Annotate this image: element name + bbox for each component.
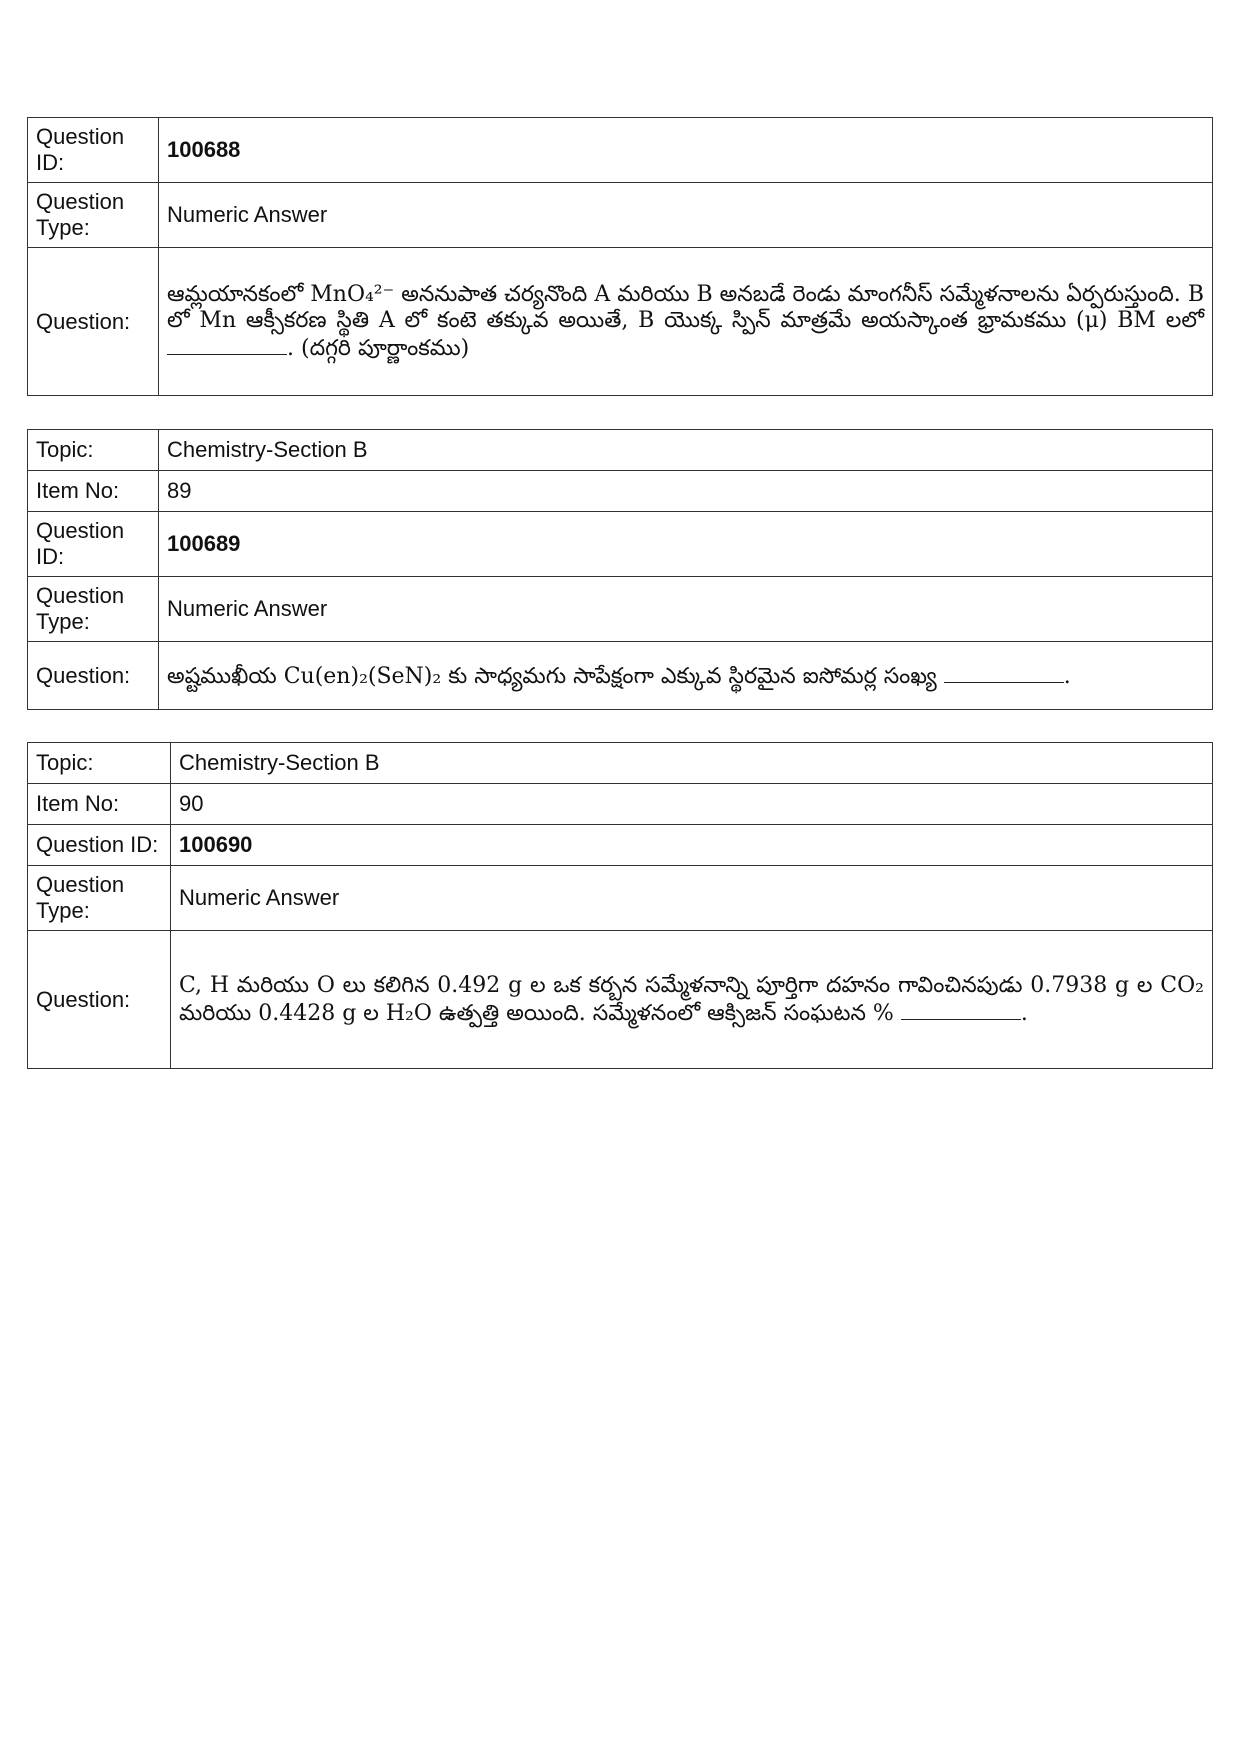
question-text: [171, 931, 1213, 1069]
question-id-value: 100688: [159, 118, 1213, 183]
question-block-100689: [27, 429, 1213, 710]
answer-blank: [944, 662, 1064, 683]
item-no-value: 89: [159, 471, 1213, 512]
question-text-tail: .: [1063, 663, 1071, 689]
question-row: [28, 642, 1213, 710]
topic-label: Topic:: [28, 743, 171, 784]
question-type-value: Numeric Answer: [171, 866, 1213, 931]
question-label: Question:: [28, 642, 159, 710]
question-type-row: [28, 183, 1213, 248]
item-no-value: 90: [171, 784, 1213, 825]
question-type-label: Question Type:: [28, 866, 171, 931]
question-type-row: [28, 866, 1213, 931]
question-id-row: [28, 512, 1213, 577]
question-text: [159, 642, 1213, 710]
question-text: [159, 248, 1213, 396]
question-id-label: Question ID:: [28, 512, 159, 577]
question-text-tail: .: [1020, 1000, 1028, 1026]
question-row: [28, 248, 1213, 396]
question-type-value: Numeric Answer: [159, 577, 1213, 642]
question-text-main: అష్టముఖీయ Cu(en)₂(SeN)₂ కు సాధ్యమగు సాపేక్షంగా ఎక్కువ స్థిరమైన ఐసోమర్ల సంఖ్య: [167, 663, 937, 689]
question-text-main: C, H మరియు O లు కలిగిన 0.492 g ల ఒక కర్బన సమ్మేళనాన్ని పూర్తిగా దహనం గావించినపుడు 0.7938 g ల CO₂ మరియు 0.4428 g ల H₂O ఉత్పత్తి అయింది. సమ్మేళనంలో ఆక్సిజన్ సంఘటన %: [179, 972, 1204, 1026]
question-type-label: Question Type:: [28, 577, 159, 642]
question-block-100690: [27, 742, 1213, 1069]
topic-value: Chemistry-Section B: [171, 743, 1213, 784]
question-type-row: [28, 577, 1213, 642]
item-no-row: [28, 471, 1213, 512]
question-id-value: 100689: [159, 512, 1213, 577]
question-id-label: Question ID:: [28, 118, 159, 183]
question-text-tail: . (దగ్గరి పూర్ణాంకము): [287, 335, 470, 361]
question-text-main: ఆమ్లయానకంలో MnO₄²⁻ అననుపాత చర్యనొంది A మరియు B అనబడే రెండు మాంగనీస్ సమ్మేళనాలను ఏర్పరుస్తుంది. B లో Mn ఆక్సీకరణ స్థితి A లో కంటె తక్కువ అయితే, B యొక్క స్పిన్ మాత్రమే అయస్కాంత భ్రామకము (μ) BM లలో: [167, 281, 1204, 333]
question-block-100688: [27, 117, 1213, 396]
question-type-label: Question Type:: [28, 183, 159, 248]
question-id-value: 100690: [171, 825, 1213, 866]
topic-row: [28, 743, 1213, 784]
answer-blank: [901, 999, 1021, 1020]
item-no-label: Item No:: [28, 784, 171, 825]
answer-blank: [167, 334, 287, 355]
topic-row: [28, 430, 1213, 471]
question-id-label: Question ID:: [28, 825, 171, 866]
topic-label: Topic:: [28, 430, 159, 471]
question-label: Question:: [28, 931, 171, 1069]
question-type-value: Numeric Answer: [159, 183, 1213, 248]
topic-value: Chemistry-Section B: [159, 430, 1213, 471]
question-id-row: [28, 118, 1213, 183]
item-no-row: [28, 784, 1213, 825]
question-id-row: [28, 825, 1213, 866]
question-label: Question:: [28, 248, 159, 396]
question-row: [28, 931, 1213, 1069]
item-no-label: Item No:: [28, 471, 159, 512]
